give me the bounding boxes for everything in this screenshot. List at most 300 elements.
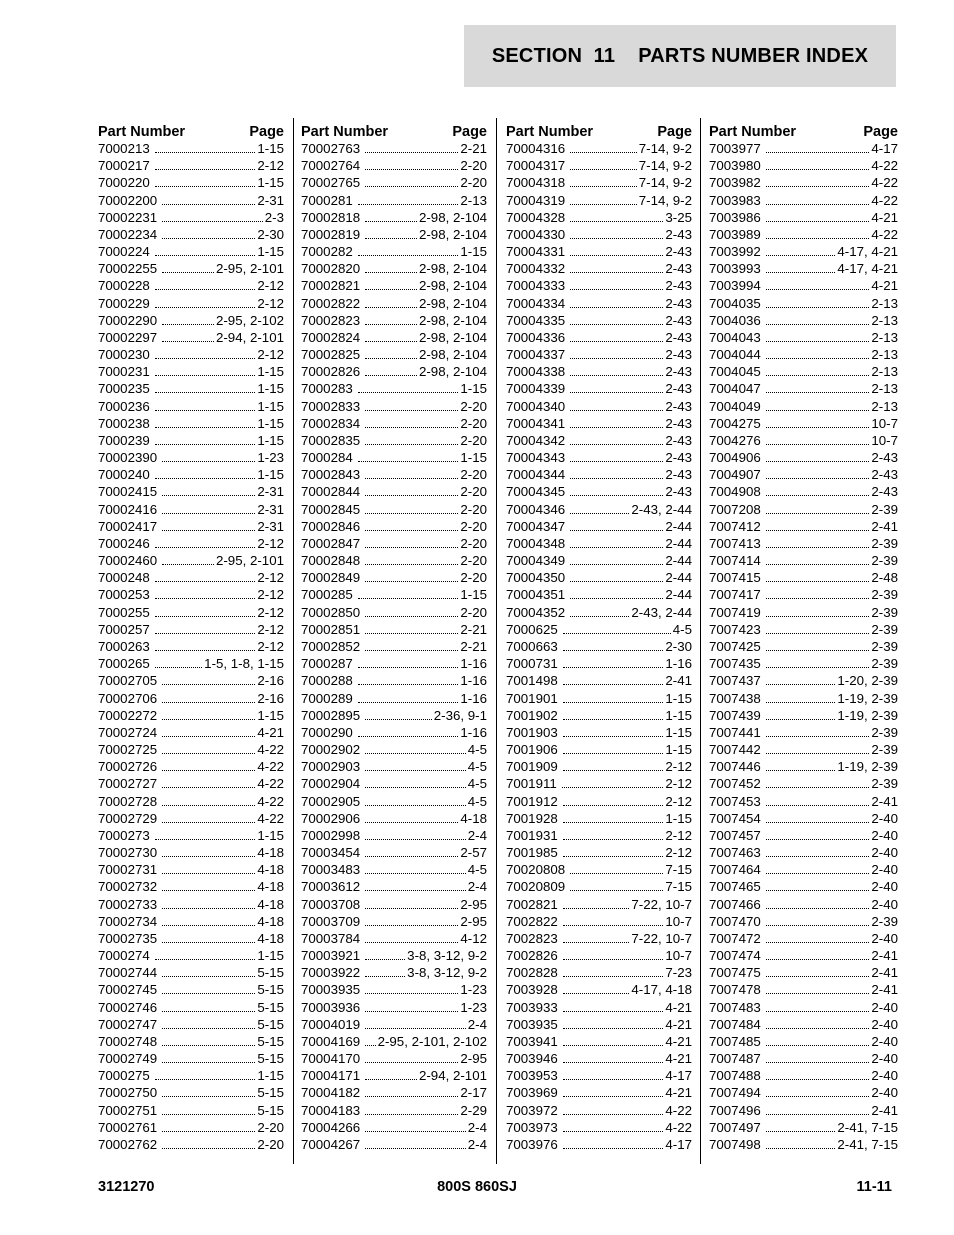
dot-leader xyxy=(570,530,663,531)
index-entry xyxy=(709,981,898,998)
dot-leader xyxy=(365,1062,458,1063)
index-entry xyxy=(709,398,898,415)
part-number: 7002821 xyxy=(506,896,558,912)
dot-leader xyxy=(563,1131,664,1132)
dot-leader xyxy=(365,581,458,582)
index-entry xyxy=(506,724,692,741)
part-number: 7007413 xyxy=(709,535,761,551)
dot-leader xyxy=(570,238,663,239)
dot-leader xyxy=(365,1011,458,1012)
index-entry xyxy=(301,363,487,380)
part-number: 7007439 xyxy=(709,707,761,723)
page-reference: 2-16 xyxy=(257,690,284,706)
index-entry xyxy=(506,930,692,947)
page-reference: 2-39 xyxy=(871,553,898,569)
index-entry xyxy=(98,724,284,741)
dot-leader xyxy=(766,719,836,720)
part-number: 70002706 xyxy=(98,690,158,706)
index-entry xyxy=(98,277,284,294)
index-entry xyxy=(301,981,487,998)
dot-leader xyxy=(365,169,458,170)
part-number: 7001906 xyxy=(506,742,558,758)
index-entry xyxy=(98,483,284,500)
part-number: 70004342 xyxy=(506,432,566,448)
page-reference: 1-15 xyxy=(257,175,284,191)
part-number: 70004330 xyxy=(506,226,566,242)
dot-leader xyxy=(365,1079,417,1080)
page-reference: 2-12 xyxy=(257,570,284,586)
index-entry xyxy=(709,690,898,707)
part-number: 7000228 xyxy=(98,278,150,294)
part-number: 70002849 xyxy=(301,570,361,586)
part-number: 7003992 xyxy=(709,244,761,260)
index-entry xyxy=(506,174,692,191)
index-entry xyxy=(506,552,692,569)
index-entry xyxy=(98,707,284,724)
page-reference: 2-12 xyxy=(257,347,284,363)
index-entry xyxy=(709,192,898,209)
part-number: 7007417 xyxy=(709,587,761,603)
page-reference: 7-14, 9-2 xyxy=(638,158,692,174)
dot-leader xyxy=(563,1096,664,1097)
part-number: 70003454 xyxy=(301,845,361,861)
page-reference: 2-43 xyxy=(665,244,692,260)
part-number: 7007454 xyxy=(709,810,761,826)
index-entry xyxy=(301,398,487,415)
dot-leader xyxy=(365,444,458,445)
page-reference: 2-20 xyxy=(460,501,487,517)
dot-leader xyxy=(365,787,466,788)
page-reference: 1-15 xyxy=(257,141,284,156)
page-reference: 10-7 xyxy=(665,913,692,929)
page-reference: 2-43 xyxy=(665,467,692,483)
part-number: 70002763 xyxy=(301,141,361,156)
column-divider xyxy=(293,118,294,1164)
dot-leader xyxy=(155,375,256,376)
part-number: 7007446 xyxy=(709,759,761,775)
index-entry xyxy=(301,140,487,157)
part-number: 7003972 xyxy=(506,1102,558,1118)
part-number: 70004349 xyxy=(506,553,566,569)
part-number: 70002255 xyxy=(98,261,158,277)
dot-leader xyxy=(365,1028,466,1029)
page-reference: 2-43 xyxy=(665,329,692,345)
index-entry xyxy=(709,930,898,947)
part-number: 7000248 xyxy=(98,570,150,586)
page-reference: 4-21 xyxy=(665,1016,692,1032)
index-entry xyxy=(709,724,898,741)
part-number: 7001901 xyxy=(506,690,558,706)
page-reference: 2-98, 2-104 xyxy=(418,295,487,311)
dot-leader xyxy=(365,410,458,411)
part-number: 7007442 xyxy=(709,742,761,758)
part-number: 7001912 xyxy=(506,793,558,809)
part-number: 70002727 xyxy=(98,776,158,792)
page-reference: 2-40 xyxy=(871,879,898,895)
page-reference: 2-12 xyxy=(665,827,692,843)
page-reference: 4-22 xyxy=(871,158,898,174)
page-reference: 2-40 xyxy=(871,930,898,946)
part-number: 70020808 xyxy=(506,862,566,878)
page-reference: 1-15 xyxy=(665,724,692,740)
page-reference: 2-3 xyxy=(264,209,284,225)
dot-leader xyxy=(766,616,870,617)
dot-leader xyxy=(162,495,255,496)
dot-leader xyxy=(563,942,630,943)
page-reference: 4-22 xyxy=(257,742,284,758)
page-reference: 2-29 xyxy=(460,1102,487,1118)
page-reference: 4-17 xyxy=(665,1068,692,1084)
index-entry xyxy=(301,295,487,312)
index-entry xyxy=(98,947,284,964)
dot-leader xyxy=(155,598,256,599)
index-entry xyxy=(98,312,284,329)
dot-leader xyxy=(155,1079,256,1080)
index-entry xyxy=(709,810,898,827)
page-reference: 4-22 xyxy=(257,810,284,826)
part-number: 7000287 xyxy=(301,656,353,672)
part-number: 70004340 xyxy=(506,398,566,414)
page-reference: 2-31 xyxy=(257,518,284,534)
index-entry xyxy=(506,260,692,277)
page-reference: 2-40 xyxy=(871,1033,898,1049)
page-reference: 1-15 xyxy=(257,364,284,380)
part-number: 70004339 xyxy=(506,381,566,397)
page-reference: 2-13 xyxy=(871,295,898,311)
part-number: 7003986 xyxy=(709,209,761,225)
dot-leader xyxy=(162,908,255,909)
dot-leader xyxy=(563,1062,664,1063)
dot-leader xyxy=(155,255,256,256)
part-number: 7003993 xyxy=(709,261,761,277)
dot-leader xyxy=(570,289,663,290)
part-number: 7007452 xyxy=(709,776,761,792)
dot-leader xyxy=(766,787,870,788)
page-reference: 1-15 xyxy=(460,450,487,466)
part-number: 7001902 xyxy=(506,707,558,723)
part-number: 70004267 xyxy=(301,1136,361,1152)
index-entry xyxy=(301,552,487,569)
dot-leader xyxy=(365,959,405,960)
index-entry xyxy=(301,226,487,243)
part-number: 7007453 xyxy=(709,793,761,809)
page-reference: 2-4 xyxy=(467,1119,487,1135)
page-reference: 1-15 xyxy=(257,467,284,483)
index-entry xyxy=(301,1033,487,1050)
column-header xyxy=(506,118,692,140)
index-entry xyxy=(506,896,692,913)
dot-leader xyxy=(365,564,458,565)
dot-leader xyxy=(162,873,255,874)
part-number: 7001909 xyxy=(506,759,558,775)
dot-leader xyxy=(766,530,870,531)
dot-leader xyxy=(365,307,417,308)
dot-leader xyxy=(766,564,870,565)
part-number-header: Part Number xyxy=(301,124,389,140)
dot-leader xyxy=(365,427,458,428)
index-entry xyxy=(301,672,487,689)
index-entry xyxy=(301,586,487,603)
part-number: 70002850 xyxy=(301,604,361,620)
dot-leader xyxy=(570,564,663,565)
dot-leader xyxy=(365,822,458,823)
dot-leader xyxy=(766,1079,870,1080)
dot-leader xyxy=(358,598,459,599)
index-entry xyxy=(301,707,487,724)
index-entry xyxy=(709,1084,898,1101)
dot-leader xyxy=(365,925,458,926)
dot-leader xyxy=(162,513,255,514)
page-reference: 5-15 xyxy=(257,999,284,1015)
dot-leader xyxy=(563,805,664,806)
dot-leader xyxy=(155,186,256,187)
index-entry xyxy=(709,638,898,655)
index-entry xyxy=(506,741,692,758)
index-entry xyxy=(506,140,692,157)
index-entry xyxy=(301,775,487,792)
part-number: 70002823 xyxy=(301,312,361,328)
part-number: 70002725 xyxy=(98,742,158,758)
index-entry xyxy=(98,415,284,432)
part-number: 7000213 xyxy=(98,141,150,156)
page-reference: 2-20 xyxy=(460,570,487,586)
part-number: 7003989 xyxy=(709,226,761,242)
index-rows xyxy=(506,140,692,1153)
index-entry xyxy=(98,621,284,638)
page-reference: 4-18 xyxy=(257,879,284,895)
index-entry xyxy=(98,295,284,312)
index-entry xyxy=(709,243,898,260)
part-number: 7000275 xyxy=(98,1068,150,1084)
page-reference: 4-18 xyxy=(257,896,284,912)
page-reference: 5-15 xyxy=(257,1085,284,1101)
index-entry xyxy=(98,535,284,552)
page-reference: 2-20 xyxy=(460,398,487,414)
part-number: 7000289 xyxy=(301,690,353,706)
part-number: 70004316 xyxy=(506,141,566,156)
index-entry xyxy=(98,741,284,758)
page-reference: 2-44 xyxy=(665,535,692,551)
dot-leader xyxy=(162,822,255,823)
dot-leader xyxy=(162,238,255,239)
part-number: 7000238 xyxy=(98,415,150,431)
index-entry xyxy=(709,363,898,380)
index-entry xyxy=(98,913,284,930)
part-number: 70002820 xyxy=(301,261,361,277)
page-reference: 2-39 xyxy=(871,742,898,758)
dot-leader xyxy=(766,461,870,462)
index-entry xyxy=(301,260,487,277)
page-reference: 2-95, 2-102 xyxy=(215,312,284,328)
page-reference: 4-5 xyxy=(672,621,692,637)
part-number: 7000263 xyxy=(98,638,150,654)
footer-page-number: 11-11 xyxy=(856,1179,892,1195)
part-number: 7007423 xyxy=(709,621,761,637)
part-number: 7004276 xyxy=(709,432,761,448)
index-entry xyxy=(709,793,898,810)
index-entry xyxy=(98,1050,284,1067)
part-number: 70004350 xyxy=(506,570,566,586)
page-reference: 2-44 xyxy=(665,587,692,603)
index-entry xyxy=(709,758,898,775)
part-number: 7004035 xyxy=(709,295,761,311)
part-number: 70002818 xyxy=(301,209,361,225)
page-reference: 4-12 xyxy=(460,930,487,946)
page-reference: 1-15 xyxy=(460,244,487,260)
index-entry xyxy=(301,277,487,294)
dot-leader xyxy=(162,787,255,788)
page-reference: 2-98, 2-104 xyxy=(418,364,487,380)
index-entry xyxy=(98,604,284,621)
part-number: 7003973 xyxy=(506,1119,558,1135)
index-entry xyxy=(506,398,692,415)
page-reference: 1-16 xyxy=(460,724,487,740)
column-divider xyxy=(700,118,701,1164)
part-number: 70003483 xyxy=(301,862,361,878)
index-entry xyxy=(709,226,898,243)
page-reference: 3-8, 3-12, 9-2 xyxy=(407,965,487,981)
page-reference: 2-95, 2-101, 2-102 xyxy=(377,1033,487,1049)
dot-leader xyxy=(155,169,256,170)
part-number: 70004347 xyxy=(506,518,566,534)
index-entry xyxy=(301,535,487,552)
page-reference: 1-15 xyxy=(257,432,284,448)
part-number: 70002746 xyxy=(98,999,158,1015)
dot-leader xyxy=(766,822,870,823)
dot-leader xyxy=(766,375,870,376)
part-number: 70004171 xyxy=(301,1068,361,1084)
part-number: 7007414 xyxy=(709,553,761,569)
page-reference: 4-21 xyxy=(665,1033,692,1049)
index-entry xyxy=(98,449,284,466)
dot-leader xyxy=(162,976,255,977)
page-reference: 1-15 xyxy=(665,742,692,758)
index-entry xyxy=(98,501,284,518)
page-reference: 2-30 xyxy=(665,638,692,654)
dot-leader xyxy=(766,238,870,239)
part-number: 70002844 xyxy=(301,484,361,500)
page-reference: 4-17, 4-21 xyxy=(837,244,898,260)
index-entry xyxy=(301,157,487,174)
part-number: 7003969 xyxy=(506,1085,558,1101)
part-number: 70002745 xyxy=(98,982,158,998)
index-entry xyxy=(301,1050,487,1067)
index-entry xyxy=(301,243,487,260)
index-entry xyxy=(709,861,898,878)
dot-leader xyxy=(563,1148,664,1149)
page-reference: 2-20 xyxy=(460,535,487,551)
part-number: 7007425 xyxy=(709,638,761,654)
dot-leader xyxy=(365,1131,466,1132)
page-reference: 2-36, 9-1 xyxy=(433,707,487,723)
index-entry xyxy=(506,1084,692,1101)
index-entry xyxy=(506,793,692,810)
index-entry xyxy=(506,775,692,792)
part-number: 7007470 xyxy=(709,913,761,929)
dot-leader xyxy=(162,753,255,754)
page-reference: 2-98, 2-104 xyxy=(418,329,487,345)
index-column-1 xyxy=(98,118,284,1153)
dot-leader xyxy=(563,1079,664,1080)
page-reference: 2-98, 2-104 xyxy=(418,209,487,225)
part-number: 70002895 xyxy=(301,707,361,723)
part-number: 70004335 xyxy=(506,312,566,328)
part-number: 70002416 xyxy=(98,501,158,517)
page-reference: 2-39 xyxy=(871,638,898,654)
index-column-4 xyxy=(709,118,898,1153)
page-reference: 2-20 xyxy=(460,553,487,569)
page-reference: 2-12 xyxy=(257,638,284,654)
page-reference: 4-21 xyxy=(665,999,692,1015)
index-entry xyxy=(506,707,692,724)
page-reference: 2-41 xyxy=(871,1102,898,1118)
page-reference: 1-15 xyxy=(257,244,284,260)
index-entry xyxy=(709,1102,898,1119)
part-number: 70002847 xyxy=(301,535,361,551)
column-divider xyxy=(496,118,497,1164)
index-entry xyxy=(506,449,692,466)
part-number: 7003982 xyxy=(709,175,761,191)
index-entry xyxy=(301,827,487,844)
part-number: 7003980 xyxy=(709,158,761,174)
index-entry xyxy=(506,226,692,243)
page-reference: 1-15 xyxy=(460,381,487,397)
part-number: 7007484 xyxy=(709,1016,761,1032)
dot-leader xyxy=(563,839,664,840)
part-number: 7007498 xyxy=(709,1136,761,1152)
part-number: 70002751 xyxy=(98,1102,158,1118)
page-reference: 2-12 xyxy=(665,845,692,861)
index-entry xyxy=(506,1119,692,1136)
index-entry xyxy=(709,209,898,226)
page-reference: 1-15 xyxy=(460,587,487,603)
page-reference: 7-22, 10-7 xyxy=(631,930,692,946)
dot-leader xyxy=(766,221,870,222)
dot-leader xyxy=(766,324,870,325)
index-entry xyxy=(301,518,487,535)
index-entry xyxy=(98,775,284,792)
page-reference: 1-19, 2-39 xyxy=(837,707,898,723)
index-entry xyxy=(506,1067,692,1084)
page-reference: 2-95 xyxy=(460,913,487,929)
dot-leader xyxy=(766,186,870,187)
dot-leader xyxy=(766,805,870,806)
part-number: 70004318 xyxy=(506,175,566,191)
dot-leader xyxy=(365,650,458,651)
page-reference: 2-98, 2-104 xyxy=(418,278,487,294)
dot-leader xyxy=(162,993,255,994)
page-reference: 2-98, 2-104 xyxy=(418,312,487,328)
index-entry xyxy=(98,552,284,569)
index-column-3 xyxy=(506,118,692,1153)
part-number: 7003983 xyxy=(709,192,761,208)
dot-leader xyxy=(358,255,459,256)
part-number: 70002825 xyxy=(301,347,361,363)
index-entry xyxy=(709,140,898,157)
page-reference: 2-30 xyxy=(257,226,284,242)
index-entry xyxy=(98,363,284,380)
part-number: 70002731 xyxy=(98,862,158,878)
part-number: 7007464 xyxy=(709,862,761,878)
index-entry xyxy=(301,1136,487,1153)
part-number: 7000283 xyxy=(301,381,353,397)
section-label: SECTION 11 xyxy=(491,44,616,67)
part-number: 7007478 xyxy=(709,982,761,998)
page-reference: 4-17 xyxy=(871,141,898,156)
index-entry xyxy=(506,827,692,844)
index-entry xyxy=(98,174,284,191)
dot-leader xyxy=(563,1114,664,1115)
